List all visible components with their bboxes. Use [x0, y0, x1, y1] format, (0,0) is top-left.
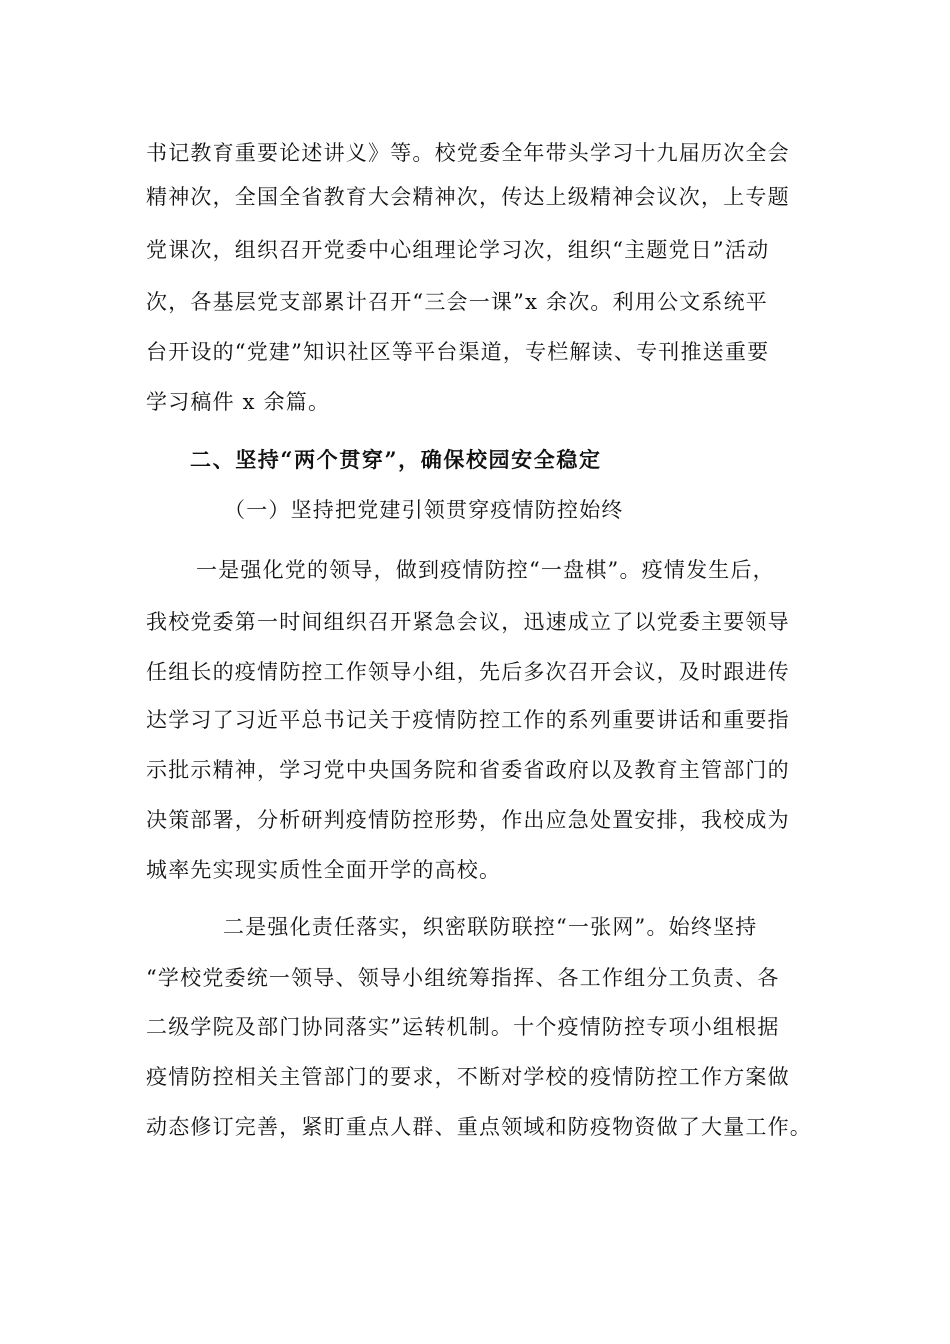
paragraph-line: 次，各基层党支部累计召开“三会一课”x 余次。利用公文系统平	[146, 290, 768, 314]
paragraph-line: 示批示精神，学习党中央国务院和省委省政府以及教育主管部门的	[146, 758, 790, 782]
paragraph-line: 决策部署，分析研判疫情防控形势，作出应急处置安排，我校成为	[146, 808, 790, 832]
paragraph-line: 二级学院及部门协同落实”运转机制。十个疫情防控专项小组根据	[146, 1015, 780, 1039]
subsection-heading: （一）坚持把党建引领贯穿疫情防控始终	[224, 498, 624, 522]
paragraph-line: 精神次，全国全省教育大会精神次，传达上级精神会议次，上专题	[146, 185, 790, 209]
paragraph-line: 台开设的“党建”知识社区等平台渠道，专栏解读、专刊推送重要	[146, 340, 770, 364]
paragraph-line: 达学习了习近平总书记关于疫情防控工作的系列重要讲话和重要指	[146, 708, 790, 732]
paragraph-line: 任组长的疫情防控工作领导小组，先后多次召开会议，及时跟进传	[146, 660, 790, 684]
paragraph-line: 动态修订完善，紧盯重点人群、重点领域和防疫物资做了大量工作。	[146, 1115, 812, 1139]
paragraph-line: 我校党委第一时间组织召开紧急会议，迅速成立了以党委主要领导	[146, 610, 790, 634]
paragraph-line: 疫情防控相关主管部门的要求，不断对学校的疫情防控工作方案做	[146, 1065, 790, 1089]
section-heading: 二、坚持“两个贯穿”，确保校园安全稳定	[190, 447, 602, 472]
paragraph-line: 一是强化党的领导，做到疫情防控“一盘棋”。疫情发生后，	[196, 558, 775, 582]
paragraph-line: 党课次，组织召开党委中心组理论学习次，组织“主题党日”活动	[146, 238, 770, 262]
paragraph-line: 城率先实现实质性全面开学的高校。	[146, 858, 502, 882]
paragraph-line: “学校党委统一领导、领导小组统筹指挥、各工作组分工负责、各	[146, 966, 780, 990]
paragraph-line: 二是强化责任落实，织密联防联控“一张网”。始终坚持	[223, 915, 758, 939]
paragraph-line: 书记教育重要论述讲义》等。校党委全年带头学习十九届历次全会	[146, 141, 790, 165]
paragraph-line: 学习稿件 x 余篇。	[146, 390, 331, 414]
